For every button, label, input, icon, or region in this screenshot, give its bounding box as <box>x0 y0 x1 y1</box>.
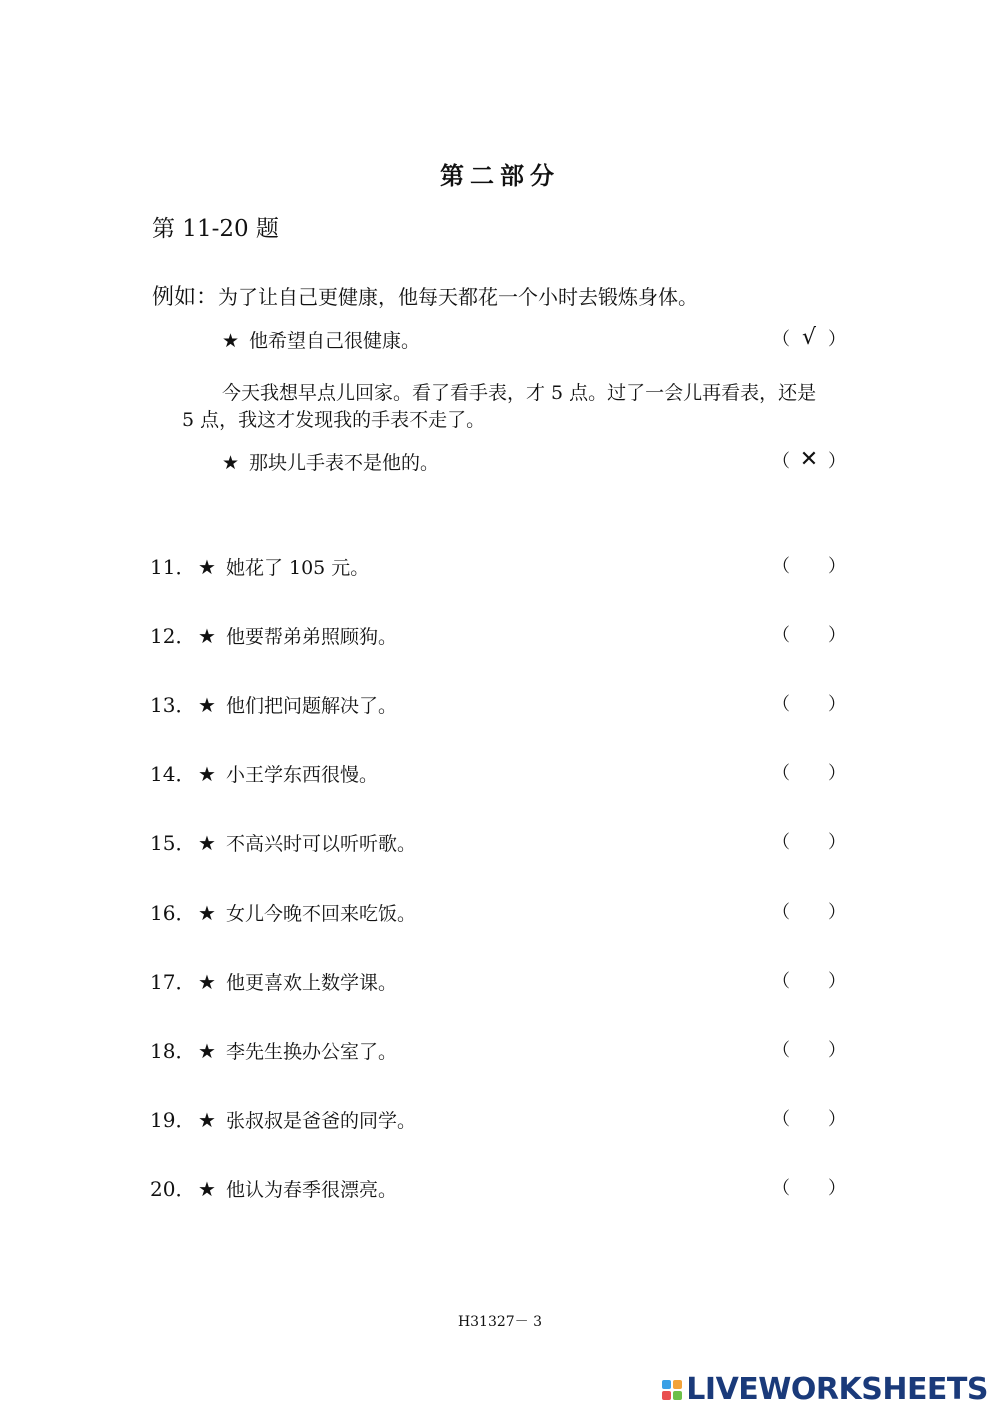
paren-close: ） <box>828 329 846 350</box>
question-text: 张叔叔是爸爸的同学。 <box>225 1110 416 1132</box>
star-icon: ★ <box>222 452 240 474</box>
paren-close: ） <box>828 1040 846 1061</box>
paren-close: ） <box>828 694 846 715</box>
paren-close: ） <box>828 625 846 646</box>
paren-open: （ <box>772 832 790 853</box>
example-statement-1 <box>222 326 420 353</box>
question-number: 12． <box>150 624 196 648</box>
question-range: 第 11-20 题 <box>152 216 279 242</box>
paren-open: （ <box>772 763 790 784</box>
answer-blank[interactable] <box>772 828 846 854</box>
question-item <box>150 689 397 718</box>
question-number: 15． <box>150 831 196 855</box>
question-item <box>150 966 397 995</box>
question-item <box>150 758 378 787</box>
star-icon: ★ <box>198 1108 216 1132</box>
question-number: 16． <box>150 901 196 925</box>
question-number: 17． <box>150 970 196 994</box>
paren-close: ） <box>828 832 846 853</box>
liveworksheets-wordmark: LIVEWORKSHEETS <box>686 1372 988 1407</box>
liveworksheets-logo-icon <box>662 1380 682 1400</box>
question-item <box>150 897 416 926</box>
logo-square-v <box>662 1391 671 1400</box>
question-item <box>150 1104 416 1133</box>
question-number: 20． <box>150 1177 196 1201</box>
question-item <box>150 1035 397 1064</box>
section-title: 第二部分 <box>440 161 560 190</box>
question-number: 19． <box>150 1108 196 1132</box>
paren-open: （ <box>772 556 790 577</box>
example-label: 例如： <box>152 285 219 310</box>
question-number: 13． <box>150 693 196 717</box>
question-text: 他认为春季很漂亮。 <box>225 1179 397 1201</box>
question-text: 李先生换办公室了。 <box>225 1041 397 1063</box>
answer-blank[interactable] <box>772 621 846 647</box>
paren-open: （ <box>772 1109 790 1130</box>
paren-open: （ <box>772 329 790 350</box>
answer-blank[interactable] <box>772 759 846 785</box>
question-text: 他要帮弟弟照顾狗。 <box>225 626 397 648</box>
answer-blank[interactable] <box>772 1105 846 1131</box>
answer-blank[interactable] <box>772 898 846 924</box>
question-item <box>150 827 416 856</box>
paren-open: （ <box>772 625 790 646</box>
star-icon: ★ <box>198 901 216 925</box>
star-icon: ★ <box>198 693 216 717</box>
paren-open: （ <box>772 1178 790 1199</box>
paren-close: ） <box>828 971 846 992</box>
question-text: 不高兴时可以听听歌。 <box>225 833 416 855</box>
star-icon: ★ <box>198 555 216 579</box>
question-item <box>150 1173 397 1202</box>
question-number: 11． <box>150 555 196 579</box>
star-icon: ★ <box>198 831 216 855</box>
question-text: 她花了 105 元。 <box>225 557 370 579</box>
answer-blank[interactable] <box>772 552 846 578</box>
paren-close: ） <box>828 1178 846 1199</box>
answer-blank[interactable] <box>772 1174 846 1200</box>
star-icon: ★ <box>198 624 216 648</box>
answer-blank[interactable] <box>772 690 846 716</box>
page-footer-code: H31327－ 3 <box>457 1314 543 1330</box>
star-icon: ★ <box>198 1177 216 1201</box>
logo-square-l <box>662 1380 671 1389</box>
question-number: 18． <box>150 1039 196 1063</box>
question-text: 他们把问题解决了。 <box>225 695 397 717</box>
logo-square-i <box>673 1380 682 1389</box>
question-text: 女儿今晚不回来吃饭。 <box>225 903 416 925</box>
example-passage <box>182 380 862 434</box>
example-statement-2 <box>222 448 439 475</box>
example-statement-1-text: 他希望自己很健康。 <box>249 330 421 352</box>
liveworksheets-brand[interactable] <box>662 1372 988 1407</box>
paren-open: （ <box>772 1040 790 1061</box>
star-icon: ★ <box>222 330 240 352</box>
answer-blank[interactable] <box>772 1036 846 1062</box>
question-number: 14． <box>150 762 196 786</box>
example-passage-line-2: 5 点，我这才发现我的手表不走了。 <box>182 409 486 431</box>
question-item <box>150 620 397 649</box>
answer-blank[interactable] <box>772 967 846 993</box>
example-answer-2 <box>772 447 846 473</box>
star-icon: ★ <box>198 1039 216 1063</box>
example-sentence: 为了让自己更健康，他每天都花一个小时去锻炼身体。 <box>218 285 699 309</box>
question-item <box>150 551 369 580</box>
example-intro <box>152 280 698 311</box>
star-icon: ★ <box>198 762 216 786</box>
paren-open: （ <box>772 451 790 472</box>
example-statement-2-text: 那块儿手表不是他的。 <box>249 452 440 474</box>
paren-close: ） <box>828 451 846 472</box>
paren-open: （ <box>772 694 790 715</box>
paren-open: （ <box>772 971 790 992</box>
check-mark-icon: √ <box>801 325 817 350</box>
question-text: 他更喜欢上数学课。 <box>225 972 397 994</box>
cross-mark-icon: ✕ <box>799 447 819 472</box>
paren-close: ） <box>828 1109 846 1130</box>
logo-square-e <box>673 1391 682 1400</box>
example-answer-1 <box>772 325 846 351</box>
example-passage-line-1: 今天我想早点儿回家。看了看手表，才 5 点。过了一会儿再看表，还是 <box>222 382 817 404</box>
paren-close: ） <box>828 902 846 923</box>
paren-open: （ <box>772 902 790 923</box>
paren-close: ） <box>828 763 846 784</box>
paren-close: ） <box>828 556 846 577</box>
question-text: 小王学东西很慢。 <box>225 764 378 786</box>
star-icon: ★ <box>198 970 216 994</box>
